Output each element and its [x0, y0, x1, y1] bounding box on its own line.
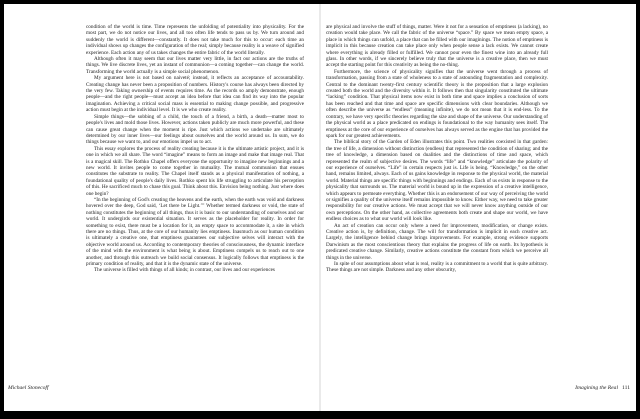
- right-page: [320, 4, 636, 411]
- right-paragraph-4: An act of creation can occur only where a need for improvement, modification, or change exists. Creative action is, by definition, change. The will for transformation is implicit in each creative act. Largely, the intelligence behind change brings improvements. For example, strong evidence supports Darwinism as the most conscientious theory that explains the progress of life on earth. Its hypothesis is predicated creative change. Similarly, creative actions constitute the constant from which we perceive all things in the universe.: [326, 222, 548, 261]
- book-spread: [4, 4, 636, 411]
- right-paragraph-2: Furthermore, the science of physicality signifies that the universe went through a process of transformation, passing from a state of wholeness to a state of astounding fragmentation and complexity. Central to the dominant twenty-first century scientific theory is the proposition that a large explosion created both the world and the diversity within it. It follows then that singularity constituted the ultimate “lacking” condition. That physical items now exist in both time and space implies a conclusion of sorts has been reached and that time and space are specific dimensions with clear boundaries. Although we often describe the universe as “endless” (meaning infinite), we do not mean that it is end-less. To the contrary, we have very specific theories regarding the size and shape of the universe. Our understanding of the physical world as a place predicated on endings is foundational to the way humanity sees itself. The emptiness at the core of our experience of ourselves has always served as the engine that has provided the spark for our greatest achievements.: [326, 68, 548, 139]
- right-paragraph-1: are physical and involve the stuff of things, matter. Were it not for a sensation of emptiness (a lacking), no creation would take place. We call the fabric of the universe “space.” By space we mean empty space, a place in which things can unfold, a place that can be filled with our imaginings. The notion of emptiness is implicit in this because creation can take place only when people sense a lack exists. We cannot create where everything is already filled or fulfilled. We cannot pour even the finest wine into an already full glass. In other words, if we sincerely believe truly that the universe is a creative place, then we must accept the starting point for this creativity as being the no-thing.: [326, 24, 548, 69]
- page-number: 111: [622, 385, 630, 391]
- running-footer-book-title: Imagining the Real: [575, 385, 619, 391]
- left-paragraph-6: “In the beginning of God's creating the heavens and the earth, when the earth was void and darkness hovered over the deep, God said, ‘Let there be Light.’” Whether termed darkness or void, the state of nothing constitutes the beginning of all things, thus it is basic to our understanding of ourselves and our world. It undergirds our existential situation. It serves as the placeholder for reality. In order for something to exist, there must be a location for it, an empty space to accommodate it, a site in which there are no things. Thus, at the core of our humanity lies emptiness. Inasmuch as our human condition is ultimately a creative one, that emptiness guarantees our subjective selves will interact with the objective world around us. According to contemporary theories of consciousness, the dynamic interface of the mind with the environment is what being is about. Emptiness compels us to reach out to one another, and through this outreach we build social consensus. It logically follows that emptiness is the primary condition of reality, and that it is the dynamic state of the universe.: [86, 196, 304, 268]
- right-text-column: [326, 24, 548, 376]
- running-footer-title: [575, 385, 630, 391]
- left-text-column: [86, 24, 304, 376]
- right-paragraph-5: In spite of our assumptions about what is real, reality is a commitment to a world that is quite arbitrary. These things are not simple. Darkness and any other obscurity,: [326, 261, 548, 274]
- left-paragraph-3: My argument here is not based on naiveté; instead, it reflects an acceptance of accountability. Creating change has never been a proposition of numbers. History's course has always been directed by the very few. Taking ownership of events requires time. As the records so amply demonstrate, enough people—and the right people—must accept an idea before that idea can find its way into the popular imagination. Achieving a critical social mass is essential to making change possible, and progressive action must begin at the individual level. It is we who create reality.: [86, 75, 304, 114]
- running-footer-author: Michael Stonecoff: [8, 385, 49, 391]
- left-paragraph-5: This essay explores the process of reality creating because it is the ultimate artistic project, and it is one in which we all share. The word “imagine” means to form an image and make that image real. That is a magical skill. The Rothko Chapel offers everyone the opportunity to imagine new beginnings and a new world. It invites people to come together in mutuality. The mutual communion that ensues constitutes the substrate to reality. The Chapel itself stands as a physical manifestation of nothing, a foundational quality of people's daily lives. Rothko spent his life struggling to articulate his perception of this. He sacrificed much to chase this goal. Think about this. Envision being nothing. Just where does one begin?: [86, 145, 304, 197]
- left-page: [4, 4, 320, 411]
- right-paragraph-3: The biblical story of the Garden of Eden illustrates this point. Two realities coexisted in that garden: the tree of life, a dimension without distinction (endless) that represented the condition of sharing; and the tree of knowledge, a dimension based on dualities and the distinctions of time and space, which represented the realm of subjective desires. The words “life” and “knowledge” articulate the polarity of our experience of ourselves. “Life” in certain respects just is. Life is being. “Knowledge,” on the other hand, remains limited, always. Each of us gains knowledge in response to the physical world, the material world. Material things are specific things with beginnings and endings. Each of us exists in response to the physicality that surrounds us. The material world is bound up in the expression of a creative intelligence, which appears to permeate everything. Whether this is an endorsement of our way of perceiving the world or signifies a quality of the universe itself remains impossible to know. Either way, we need to take greater responsibility for our creative actions. We must accept that we will never know anything outside of our own perceptions. On the other hand, as collective agreements both create and shape our world, we have endless choices as to what our world will look like.: [326, 139, 548, 223]
- left-paragraph-7: The universe is filled with things of all kinds; in contrast, our lives and our experiences: [94, 267, 275, 274]
- left-paragraph-2: Although often it may seem that our lives matter very little, in fact our actions are the truths of things. We live discrete lives, yet an instant of communion—a coming together—can change the world. Transforming the world actually is a simple social phenomenon.: [86, 56, 304, 75]
- left-paragraph-1: condition of the world is time. Time represents the unfolding of potentiality into physicality. For the most part, we do not notice our lives, and all too often life tends to pass us by. We turn around and suddenly the world is different—constantly. It does not take much for this to occur: each time an individual shows up changes the configuration of the real; simply because reality is a weave of signified experience. Each action any of us takes changes the entire fabric of the world literally.: [86, 24, 304, 56]
- left-paragraph-4: Simple things—the sobbing of a child, the touch of a friend, a birth, a death—matter most to people's lives and mold those lives. However, actions taken publicly are much more powerful, and these can cause great change when the moment is ripe. Just which actions we undertake are ultimately determined by our inner lives—our feelings about ourselves and the world around us. In sum, we do things because we want to, and our emotions impel us to act.: [86, 113, 304, 146]
